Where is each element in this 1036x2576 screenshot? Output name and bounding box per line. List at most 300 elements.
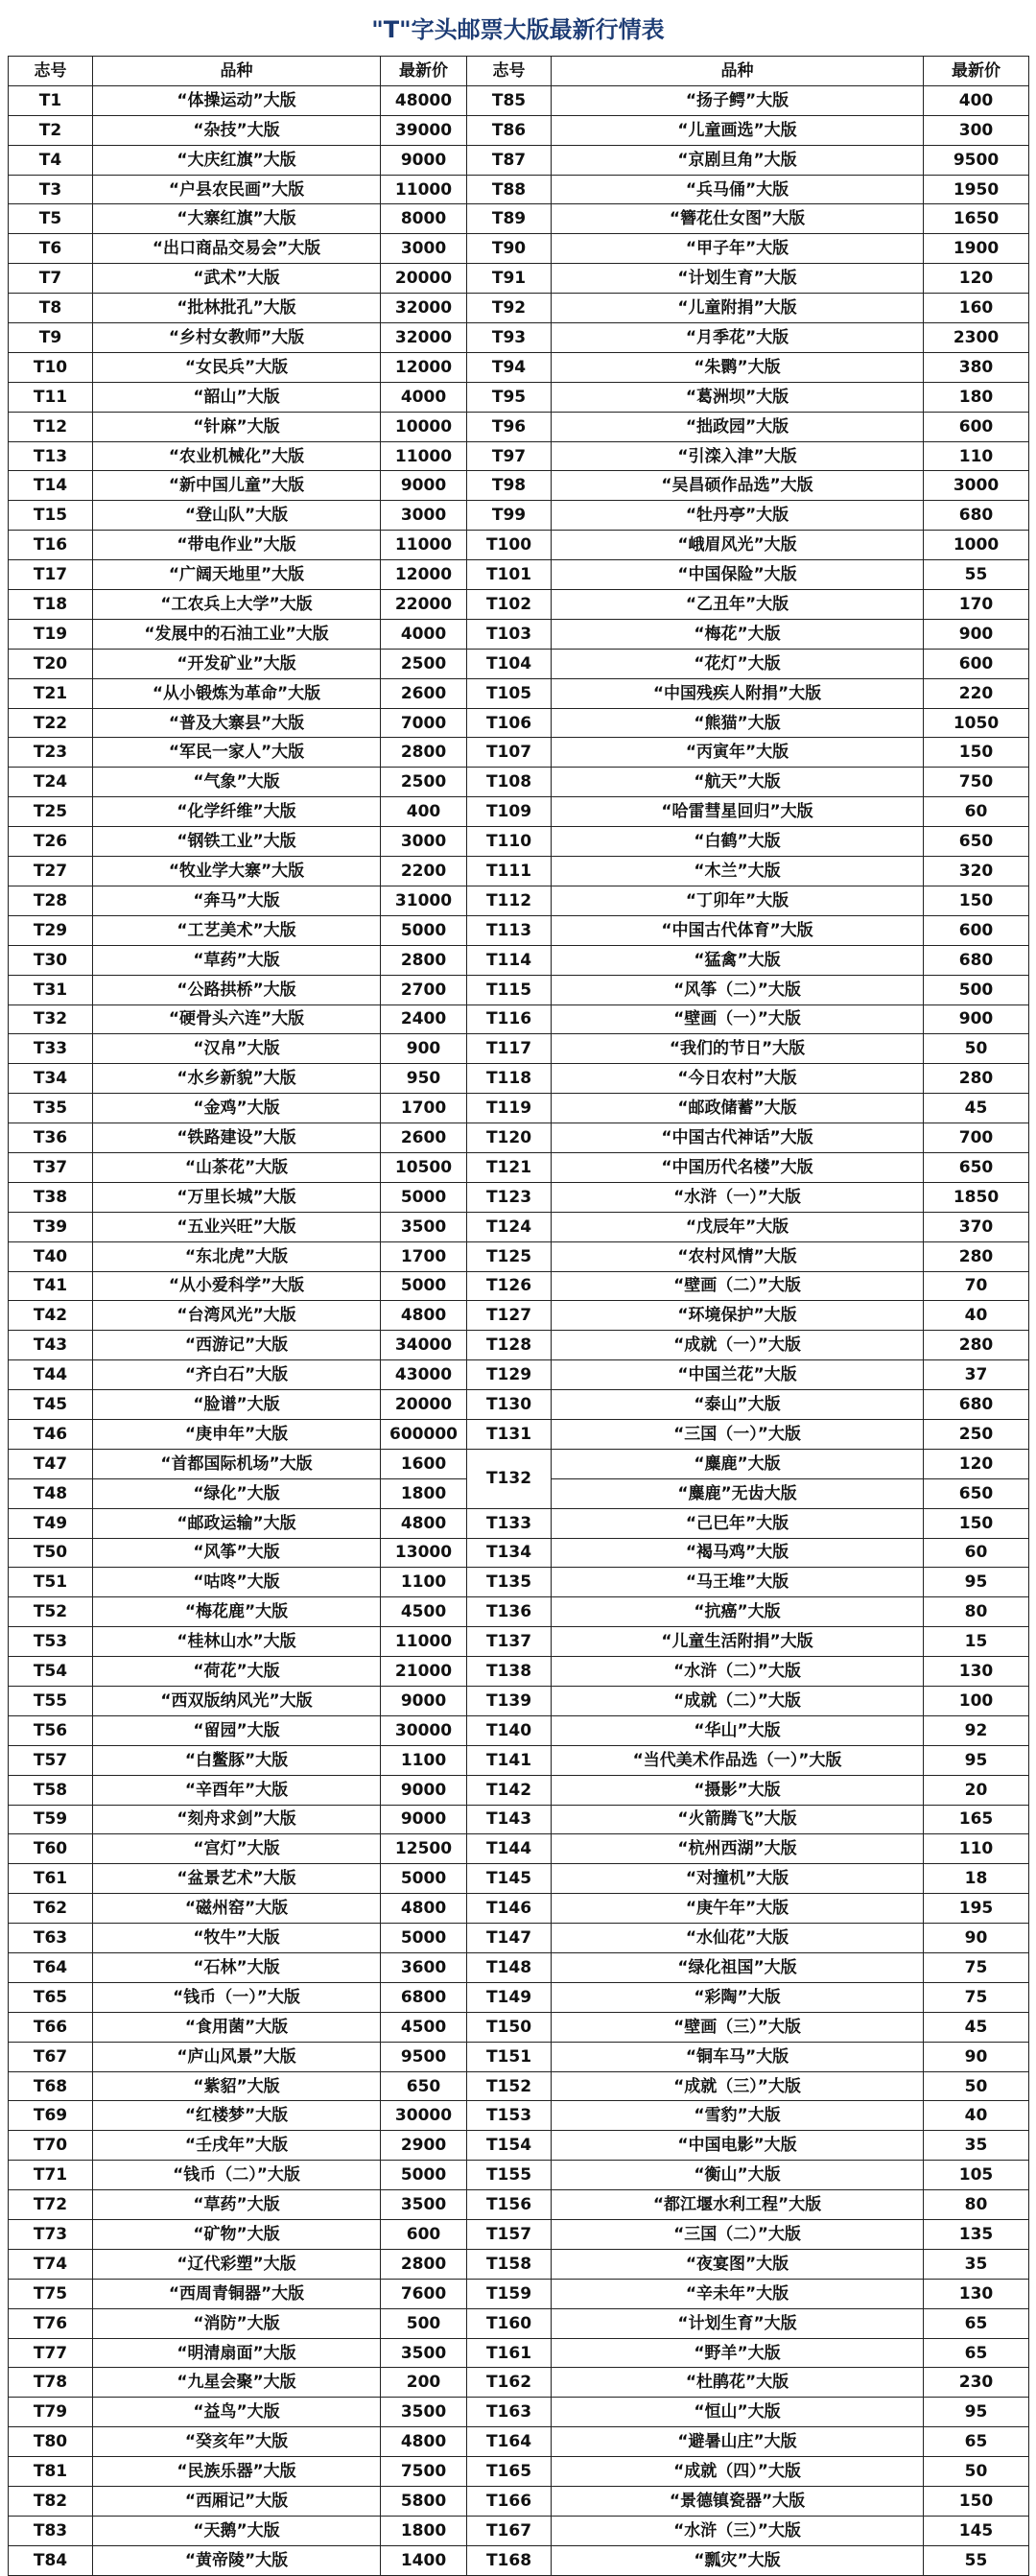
price-cell-left: 950	[381, 1064, 467, 1094]
code-cell-right: T85	[467, 85, 552, 115]
code-cell-right: T104	[467, 649, 552, 678]
variety-cell-left: “钱币（二）”大版	[93, 2161, 381, 2190]
code-cell-left: T20	[9, 649, 93, 678]
price-cell-right: 20	[924, 1775, 1029, 1805]
variety-cell-left: “盆景艺术”大版	[93, 1864, 381, 1894]
variety-cell-left: “白鳖豚”大版	[93, 1745, 381, 1775]
code-cell-left: T29	[9, 915, 93, 945]
code-cell-right: T109	[467, 797, 552, 827]
price-cell-right: 95	[924, 2398, 1029, 2427]
table-row	[9, 1241, 1029, 1271]
price-cell-left: 1400	[381, 2545, 467, 2575]
variety-cell-left: “草药”大版	[93, 2190, 381, 2220]
code-cell-left: T35	[9, 1094, 93, 1123]
price-cell-right: 110	[924, 1834, 1029, 1864]
price-cell-right: 95	[924, 1568, 1029, 1597]
code-cell-left: T54	[9, 1657, 93, 1687]
table-row	[9, 2249, 1029, 2279]
variety-cell-right: “成就（三）”大版	[552, 2071, 924, 2101]
variety-cell-left: “荷花”大版	[93, 1657, 381, 1687]
variety-cell-right: “牡丹亭”大版	[552, 501, 924, 531]
variety-cell-right: “衡山”大版	[552, 2161, 924, 2190]
variety-cell-left: “壬戌年”大版	[93, 2131, 381, 2161]
table-row	[9, 1123, 1029, 1153]
price-cell-left: 5000	[381, 1924, 467, 1953]
price-cell-left: 9000	[381, 471, 467, 501]
code-cell-left: T80	[9, 2427, 93, 2457]
variety-cell-right: “中国保险”大版	[552, 560, 924, 590]
variety-cell-right: “梅花”大版	[552, 619, 924, 649]
variety-cell-left: “公路拱桥”大版	[93, 975, 381, 1004]
code-cell-right: T149	[467, 1982, 552, 2012]
code-cell-left: T10	[9, 352, 93, 382]
code-cell-left: T11	[9, 382, 93, 412]
variety-cell-right: “峨眉风光”大版	[552, 531, 924, 560]
variety-cell-left: “化学纤维”大版	[93, 797, 381, 827]
price-cell-left: 9000	[381, 145, 467, 175]
code-cell-left: T78	[9, 2368, 93, 2398]
variety-cell-right: “麋鹿”无齿大版	[552, 1478, 924, 1508]
price-cell-right: 680	[924, 501, 1029, 531]
code-cell-left: T83	[9, 2516, 93, 2545]
code-cell-right: T115	[467, 975, 552, 1004]
code-cell-left: T42	[9, 1301, 93, 1331]
header-price-left: 最新价	[381, 57, 467, 86]
variety-cell-right: “拙政园”大版	[552, 412, 924, 441]
price-cell-right: 50	[924, 2457, 1029, 2487]
price-cell-left: 4800	[381, 1301, 467, 1331]
variety-cell-right: “邮政储蓄”大版	[552, 1094, 924, 1123]
price-cell-right: 70	[924, 1271, 1029, 1301]
price-cell-right: 230	[924, 2368, 1029, 2398]
table-row	[9, 1686, 1029, 1715]
table-row	[9, 1449, 1029, 1478]
code-cell-left: T36	[9, 1123, 93, 1153]
table-row	[9, 531, 1029, 560]
table-row	[9, 1775, 1029, 1805]
variety-cell-right: “航天”大版	[552, 768, 924, 797]
table-row	[9, 2487, 1029, 2517]
code-cell-left: T12	[9, 412, 93, 441]
variety-cell-left: “西厢记”大版	[93, 2487, 381, 2517]
price-cell-right: 1850	[924, 1182, 1029, 1212]
price-cell-left: 20000	[381, 264, 467, 294]
variety-cell-right: “野羊”大版	[552, 2338, 924, 2368]
code-cell-right: T156	[467, 2190, 552, 2220]
table-row	[9, 678, 1029, 708]
price-cell-right: 680	[924, 1390, 1029, 1420]
code-cell-right: T105	[467, 678, 552, 708]
table-row	[9, 294, 1029, 323]
code-cell-right: T137	[467, 1627, 552, 1657]
table-row	[9, 1271, 1029, 1301]
variety-cell-right: “成就（四）”大版	[552, 2457, 924, 2487]
code-cell-right: T151	[467, 2042, 552, 2071]
code-cell-left: T24	[9, 768, 93, 797]
code-cell-left: T69	[9, 2101, 93, 2131]
table-row	[9, 2190, 1029, 2220]
price-cell-left: 3000	[381, 501, 467, 531]
variety-cell-left: “水乡新貌”大版	[93, 1064, 381, 1094]
variety-cell-right: “中国电影”大版	[552, 2131, 924, 2161]
price-cell-left: 1700	[381, 1094, 467, 1123]
variety-cell-right: “抗癌”大版	[552, 1597, 924, 1627]
variety-cell-right: “儿童生活附捐”大版	[552, 1627, 924, 1657]
price-cell-right: 35	[924, 2131, 1029, 2161]
code-cell-left: T27	[9, 857, 93, 886]
table-row	[9, 412, 1029, 441]
table-row	[9, 1094, 1029, 1123]
code-cell-left: T66	[9, 2012, 93, 2042]
variety-cell-right: “我们的节日”大版	[552, 1034, 924, 1064]
code-cell-left: T45	[9, 1390, 93, 1420]
code-cell-left: T7	[9, 264, 93, 294]
variety-cell-left: “邮政运输”大版	[93, 1508, 381, 1538]
price-cell-left: 11000	[381, 531, 467, 560]
variety-cell-left: “草药”大版	[93, 945, 381, 975]
variety-cell-left: “磁州窑”大版	[93, 1894, 381, 1924]
code-cell-right: T140	[467, 1715, 552, 1745]
code-cell-left: T38	[9, 1182, 93, 1212]
code-cell-right: T103	[467, 619, 552, 649]
price-cell-left: 500	[381, 2308, 467, 2338]
code-cell-left: T59	[9, 1805, 93, 1834]
code-cell-left: T22	[9, 708, 93, 738]
code-cell-right: T136	[467, 1597, 552, 1627]
code-cell-right: T114	[467, 945, 552, 975]
price-cell-left: 2500	[381, 768, 467, 797]
code-cell-right: T135	[467, 1568, 552, 1597]
variety-cell-left: “韶山”大版	[93, 382, 381, 412]
code-cell-left: T46	[9, 1419, 93, 1449]
variety-cell-right: “泰山”大版	[552, 1390, 924, 1420]
variety-cell-left: “普及大寨县”大版	[93, 708, 381, 738]
code-cell-left: T43	[9, 1331, 93, 1360]
table-row	[9, 738, 1029, 768]
variety-cell-left: “民族乐器”大版	[93, 2457, 381, 2487]
variety-cell-right: “避暑山庄”大版	[552, 2427, 924, 2457]
code-cell-left: T64	[9, 1953, 93, 1983]
code-cell-left: T84	[9, 2545, 93, 2575]
code-cell-left: T14	[9, 471, 93, 501]
code-cell-right: T153	[467, 2101, 552, 2131]
code-cell-right: T129	[467, 1360, 552, 1390]
variety-cell-right: “吴昌硕作品选”大版	[552, 471, 924, 501]
code-cell-left: T5	[9, 204, 93, 234]
variety-cell-left: “西周青铜器”大版	[93, 2279, 381, 2308]
price-cell-right: 165	[924, 1805, 1029, 1834]
variety-cell-left: “红楼梦”大版	[93, 2101, 381, 2131]
code-cell-right: T143	[467, 1805, 552, 1834]
variety-cell-right: “成就（一）”大版	[552, 1331, 924, 1360]
variety-cell-right: “农村风情”大版	[552, 1241, 924, 1271]
code-cell-right: T145	[467, 1864, 552, 1894]
price-cell-right: 150	[924, 886, 1029, 915]
variety-cell-right: “扬子鳄”大版	[552, 85, 924, 115]
price-cell-left: 32000	[381, 323, 467, 353]
code-cell-left: T71	[9, 2161, 93, 2190]
code-cell-left: T15	[9, 501, 93, 531]
code-cell-left: T49	[9, 1508, 93, 1538]
variety-cell-left: “矿物”大版	[93, 2220, 381, 2250]
code-cell-left: T1	[9, 85, 93, 115]
variety-cell-right: “摄影”大版	[552, 1775, 924, 1805]
variety-cell-left: “钢铁工业”大版	[93, 827, 381, 857]
variety-cell-right: “彩陶”大版	[552, 1982, 924, 2012]
table-row	[9, 1419, 1029, 1449]
price-cell-right: 55	[924, 2545, 1029, 2575]
variety-cell-left: “庐山风景”大版	[93, 2042, 381, 2071]
table-row	[9, 1597, 1029, 1627]
code-cell-right: T168	[467, 2545, 552, 2575]
variety-cell-left: “铁路建设”大版	[93, 1123, 381, 1153]
code-cell-right: T167	[467, 2516, 552, 2545]
table-row	[9, 857, 1029, 886]
table-row	[9, 797, 1029, 827]
table-row	[9, 2279, 1029, 2308]
price-cell-right: 65	[924, 2427, 1029, 2457]
table-row	[9, 886, 1029, 915]
code-cell-left: T8	[9, 294, 93, 323]
code-cell-left: T47	[9, 1449, 93, 1478]
variety-cell-left: “西双版纳风光”大版	[93, 1686, 381, 1715]
code-cell-left: T39	[9, 1212, 93, 1241]
code-cell-left: T23	[9, 738, 93, 768]
variety-cell-right: “景德镇瓷器”大版	[552, 2487, 924, 2517]
code-cell-left: T61	[9, 1864, 93, 1894]
code-cell-right: T159	[467, 2279, 552, 2308]
table-row	[9, 2012, 1029, 2042]
variety-cell-right: “木兰”大版	[552, 857, 924, 886]
price-cell-right: 180	[924, 382, 1029, 412]
variety-cell-left: “辽代彩塑”大版	[93, 2249, 381, 2279]
table-row	[9, 1538, 1029, 1568]
price-cell-left: 3500	[381, 2190, 467, 2220]
header-code-right: 志号	[467, 57, 552, 86]
price-cell-left: 4800	[381, 1508, 467, 1538]
code-cell-right: T108	[467, 768, 552, 797]
variety-cell-left: “军民一家人”大版	[93, 738, 381, 768]
price-cell-left: 11000	[381, 1627, 467, 1657]
variety-cell-right: “葛洲坝”大版	[552, 382, 924, 412]
price-cell-right: 650	[924, 1152, 1029, 1182]
price-cell-left: 3000	[381, 234, 467, 264]
variety-cell-right: “戊辰年”大版	[552, 1212, 924, 1241]
code-cell-right: T166	[467, 2487, 552, 2517]
code-cell-left: T3	[9, 175, 93, 204]
price-cell-left: 4800	[381, 2427, 467, 2457]
code-cell-left: T28	[9, 886, 93, 915]
code-cell-left: T37	[9, 1152, 93, 1182]
variety-cell-left: “食用菌”大版	[93, 2012, 381, 2042]
price-cell-left: 5000	[381, 2161, 467, 2190]
table-row	[9, 2398, 1029, 2427]
variety-cell-left: “天鹅”大版	[93, 2516, 381, 2545]
price-cell-right: 110	[924, 441, 1029, 471]
variety-cell-left: “牧牛”大版	[93, 1924, 381, 1953]
code-cell-right: T106	[467, 708, 552, 738]
price-cell-right: 280	[924, 1331, 1029, 1360]
price-cell-left: 1800	[381, 1478, 467, 1508]
code-cell-right: T131	[467, 1419, 552, 1449]
price-cell-left: 5000	[381, 1864, 467, 1894]
variety-cell-right: “月季花”大版	[552, 323, 924, 353]
code-cell-left: T76	[9, 2308, 93, 2338]
price-cell-right: 40	[924, 2101, 1029, 2131]
table-row	[9, 1627, 1029, 1657]
code-cell-left: T55	[9, 1686, 93, 1715]
price-cell-left: 4500	[381, 2012, 467, 2042]
variety-cell-right: “丁卯年”大版	[552, 886, 924, 915]
code-cell-left: T19	[9, 619, 93, 649]
table-row	[9, 708, 1029, 738]
variety-cell-right: “褐马鸡”大版	[552, 1538, 924, 1568]
variety-cell-left: “开发矿业”大版	[93, 649, 381, 678]
code-cell-right: T130	[467, 1390, 552, 1420]
variety-cell-right: “杜鹃花”大版	[552, 2368, 924, 2398]
code-cell-right: T160	[467, 2308, 552, 2338]
price-cell-left: 2400	[381, 1004, 467, 1034]
price-cell-right: 150	[924, 2487, 1029, 2517]
header-variety-left: 品种	[93, 57, 381, 86]
variety-cell-left: “汉帛”大版	[93, 1034, 381, 1064]
code-cell-right: T162	[467, 2368, 552, 2398]
code-cell-left: T13	[9, 441, 93, 471]
code-cell-left: T52	[9, 1597, 93, 1627]
variety-cell-right: “辛未年”大版	[552, 2279, 924, 2308]
code-cell-right: T132	[467, 1449, 552, 1508]
price-cell-right: 80	[924, 1597, 1029, 1627]
code-cell-left: T77	[9, 2338, 93, 2368]
variety-cell-right: “雪豹”大版	[552, 2101, 924, 2131]
price-cell-left: 3000	[381, 827, 467, 857]
variety-cell-right: “水浒（三）”大版	[552, 2516, 924, 2545]
code-cell-right: T123	[467, 1182, 552, 1212]
code-cell-left: T57	[9, 1745, 93, 1775]
variety-cell-right: “成就（二）”大版	[552, 1686, 924, 1715]
code-cell-left: T40	[9, 1241, 93, 1271]
code-cell-right: T112	[467, 886, 552, 915]
table-row	[9, 2545, 1029, 2575]
price-cell-left: 9500	[381, 2042, 467, 2071]
price-cell-right: 95	[924, 1745, 1029, 1775]
table-row	[9, 2161, 1029, 2190]
code-cell-left: T79	[9, 2398, 93, 2427]
table-row	[9, 1301, 1029, 1331]
price-cell-left: 600000	[381, 1419, 467, 1449]
code-cell-right: T148	[467, 1953, 552, 1983]
table-row	[9, 1182, 1029, 1212]
price-cell-left: 5800	[381, 2487, 467, 2517]
code-cell-right: T87	[467, 145, 552, 175]
header-price-right: 最新价	[924, 57, 1029, 86]
price-cell-right: 170	[924, 590, 1029, 620]
variety-cell-right: “麋鹿”大版	[552, 1449, 924, 1478]
variety-cell-right: “夜宴图”大版	[552, 2249, 924, 2279]
variety-cell-left: “硬骨头六连”大版	[93, 1004, 381, 1034]
price-cell-right: 1050	[924, 708, 1029, 738]
price-cell-right: 60	[924, 797, 1029, 827]
price-cell-right: 15	[924, 1627, 1029, 1657]
price-cell-left: 3600	[381, 1953, 467, 1983]
code-cell-right: T100	[467, 531, 552, 560]
table-row	[9, 2427, 1029, 2457]
code-cell-right: T98	[467, 471, 552, 501]
code-cell-right: T138	[467, 1657, 552, 1687]
price-cell-left: 9000	[381, 1686, 467, 1715]
price-cell-left: 650	[381, 2071, 467, 2101]
price-cell-left: 1100	[381, 1745, 467, 1775]
variety-cell-left: “新中国儿童”大版	[93, 471, 381, 501]
code-cell-right: T124	[467, 1212, 552, 1241]
price-cell-right: 18	[924, 1864, 1029, 1894]
price-cell-left: 39000	[381, 115, 467, 145]
variety-cell-right: “京剧旦角”大版	[552, 145, 924, 175]
price-cell-right: 370	[924, 1212, 1029, 1241]
code-cell-right: T126	[467, 1271, 552, 1301]
variety-cell-left: “户县农民画”大版	[93, 175, 381, 204]
code-cell-left: T56	[9, 1715, 93, 1745]
price-cell-right: 1650	[924, 204, 1029, 234]
code-cell-right: T102	[467, 590, 552, 620]
variety-cell-right: “中国残疾人附捐”大版	[552, 678, 924, 708]
price-cell-left: 31000	[381, 886, 467, 915]
price-cell-right: 50	[924, 1034, 1029, 1064]
price-cell-left: 4000	[381, 619, 467, 649]
price-cell-right: 220	[924, 678, 1029, 708]
code-cell-right: T118	[467, 1064, 552, 1094]
price-cell-right: 90	[924, 2042, 1029, 2071]
table-row	[9, 441, 1029, 471]
price-cell-right: 75	[924, 1953, 1029, 1983]
variety-cell-left: “东北虎”大版	[93, 1241, 381, 1271]
table-row	[9, 1745, 1029, 1775]
price-cell-left: 11000	[381, 441, 467, 471]
price-cell-right: 45	[924, 2012, 1029, 2042]
price-cell-left: 2700	[381, 975, 467, 1004]
table-row	[9, 85, 1029, 115]
variety-cell-left: “石林”大版	[93, 1953, 381, 1983]
table-row	[9, 1064, 1029, 1094]
code-cell-right: T111	[467, 857, 552, 886]
table-row	[9, 323, 1029, 353]
code-cell-right: T161	[467, 2338, 552, 2368]
price-cell-left: 2800	[381, 2249, 467, 2279]
price-cell-right: 500	[924, 975, 1029, 1004]
variety-cell-right: “中国兰花”大版	[552, 1360, 924, 1390]
price-cell-right: 680	[924, 945, 1029, 975]
code-cell-right: T117	[467, 1034, 552, 1064]
variety-cell-left: “乡村女教师”大版	[93, 323, 381, 353]
code-cell-left: T70	[9, 2131, 93, 2161]
variety-cell-right: “今日农村”大版	[552, 1064, 924, 1094]
price-cell-right: 50	[924, 2071, 1029, 2101]
price-cell-left: 30000	[381, 1715, 467, 1745]
variety-cell-right: “当代美术作品选（一）”大版	[552, 1745, 924, 1775]
variety-cell-left: “癸亥年”大版	[93, 2427, 381, 2457]
code-cell-right: T95	[467, 382, 552, 412]
price-cell-right: 135	[924, 2220, 1029, 2250]
variety-cell-right: “白鹤”大版	[552, 827, 924, 857]
price-cell-right: 92	[924, 1715, 1029, 1745]
variety-cell-right: “计划生育”大版	[552, 2308, 924, 2338]
code-cell-right: T113	[467, 915, 552, 945]
variety-cell-right: “杭州西湖”大版	[552, 1834, 924, 1864]
code-cell-left: T68	[9, 2071, 93, 2101]
table-row	[9, 1894, 1029, 1924]
table-row	[9, 1657, 1029, 1687]
variety-cell-left: “紫貂”大版	[93, 2071, 381, 2101]
